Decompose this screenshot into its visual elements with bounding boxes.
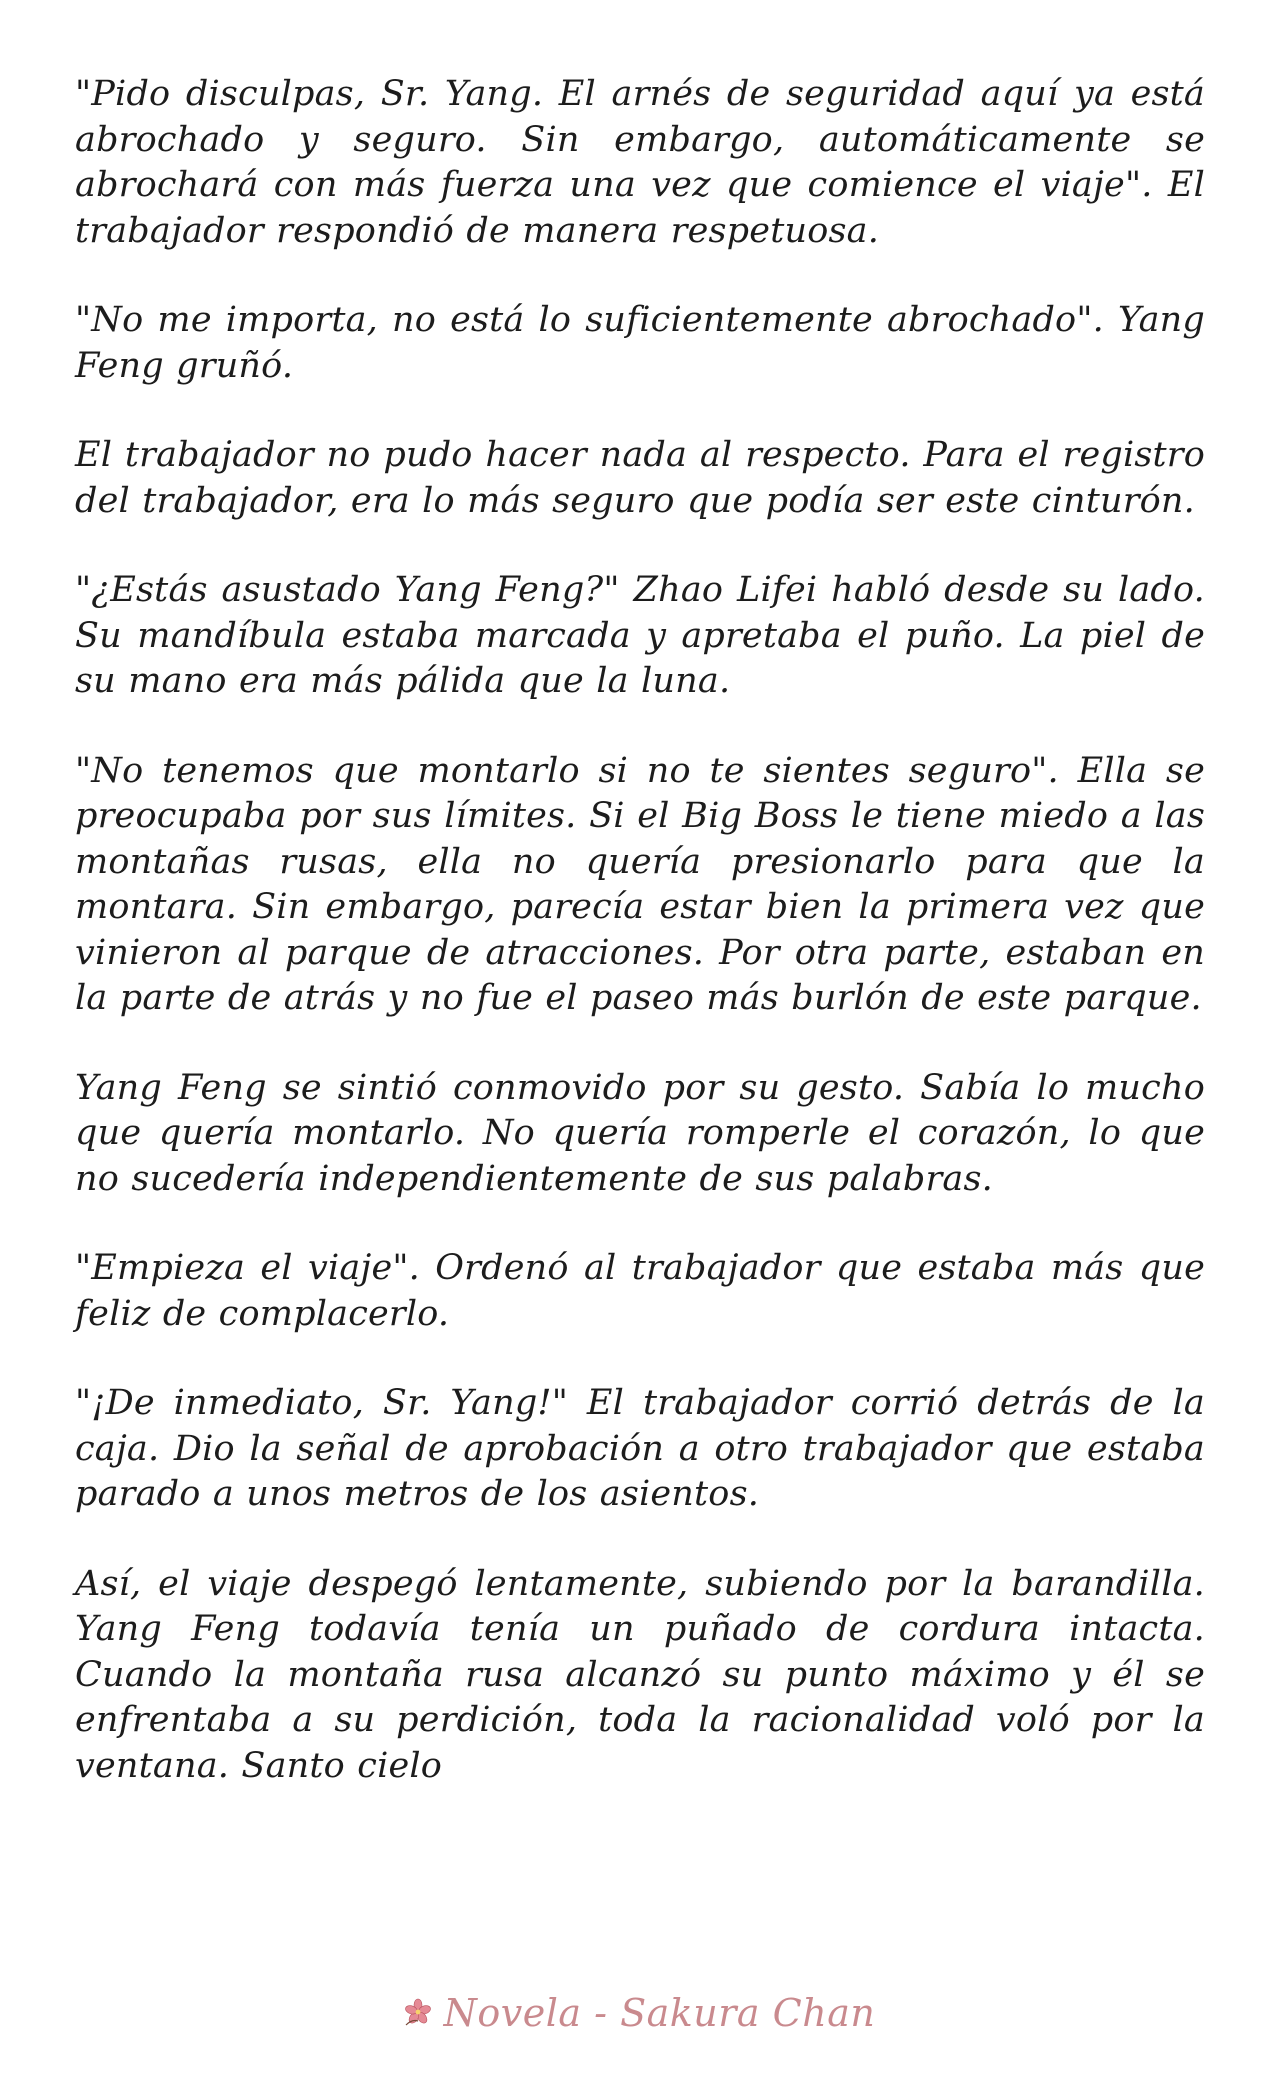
paragraph: Así, el viaje despegó lentamente, subiendo por la barandilla. Yang Feng todavía tenía un puñado de cordura intacta. Cuando la montaña rusa alcanzó su punto máximo y él se enfrentaba a su perdición, toda la racionalidad voló por la ventana. Santo cielo (75, 1563, 1205, 1786)
paragraph: "Pido disculpas, Sr. Yang. El arnés de seguridad aquí ya está abrochado y seguro. Sin embargo, automáticamente se abrochará con más fuerza una vez que comience el viaje". El trabajador respondió de manera respetuosa. (75, 74, 1205, 251)
sakura-blossom-icon (400, 1995, 436, 2031)
story-text (75, 72, 1205, 1833)
paragraph: Yang Feng se sintió conmovido por su gesto. Sabía lo mucho que quería montarlo. No quería romperle el corazón, lo que no sucedería independientemente de sus palabras. (75, 1067, 1205, 1199)
watermark (0, 1983, 1275, 2043)
paragraph: El trabajador no pudo hacer nada al respecto. Para el registro del trabajador, era lo más seguro que podía ser este cinturón. (75, 435, 1205, 521)
paragraph: "No me importa, no está lo suficientemente abrochado". Yang Feng gruñó. (75, 300, 1205, 386)
paragraph: "¡De inmediato, Sr. Yang!" El trabajador corrió detrás de la caja. Dio la señal de aprobación a otro trabajador que estaba parado a unos metros de los asientos. (75, 1383, 1205, 1514)
paragraph: "¿Estás asustado Yang Feng?" Zhao Lifei habló desde su lado. Su mandíbula estaba marcada y apretaba el puño. La piel de su mano era más pálida que la luna. (75, 570, 1205, 701)
watermark-text: Novela - Sakura Chan (443, 1991, 876, 2035)
paragraph: "No tenemos que montarlo si no te sientes seguro". Ella se preocupaba por sus límites. Si el Big Boss le tiene miedo a las montañas rusas, ella no quería presionarlo para que la montara. Sin embargo, parecía estar bien la primera vez que vinieron al parque de atracciones. Por otra parte, estaban en la parte de atrás y no fue el paseo más burlón de este parque. (75, 750, 1205, 1018)
paragraph: "Empieza el viaje". Ordenó al trabajador que estaba más que feliz de complacerlo. (75, 1248, 1205, 1334)
